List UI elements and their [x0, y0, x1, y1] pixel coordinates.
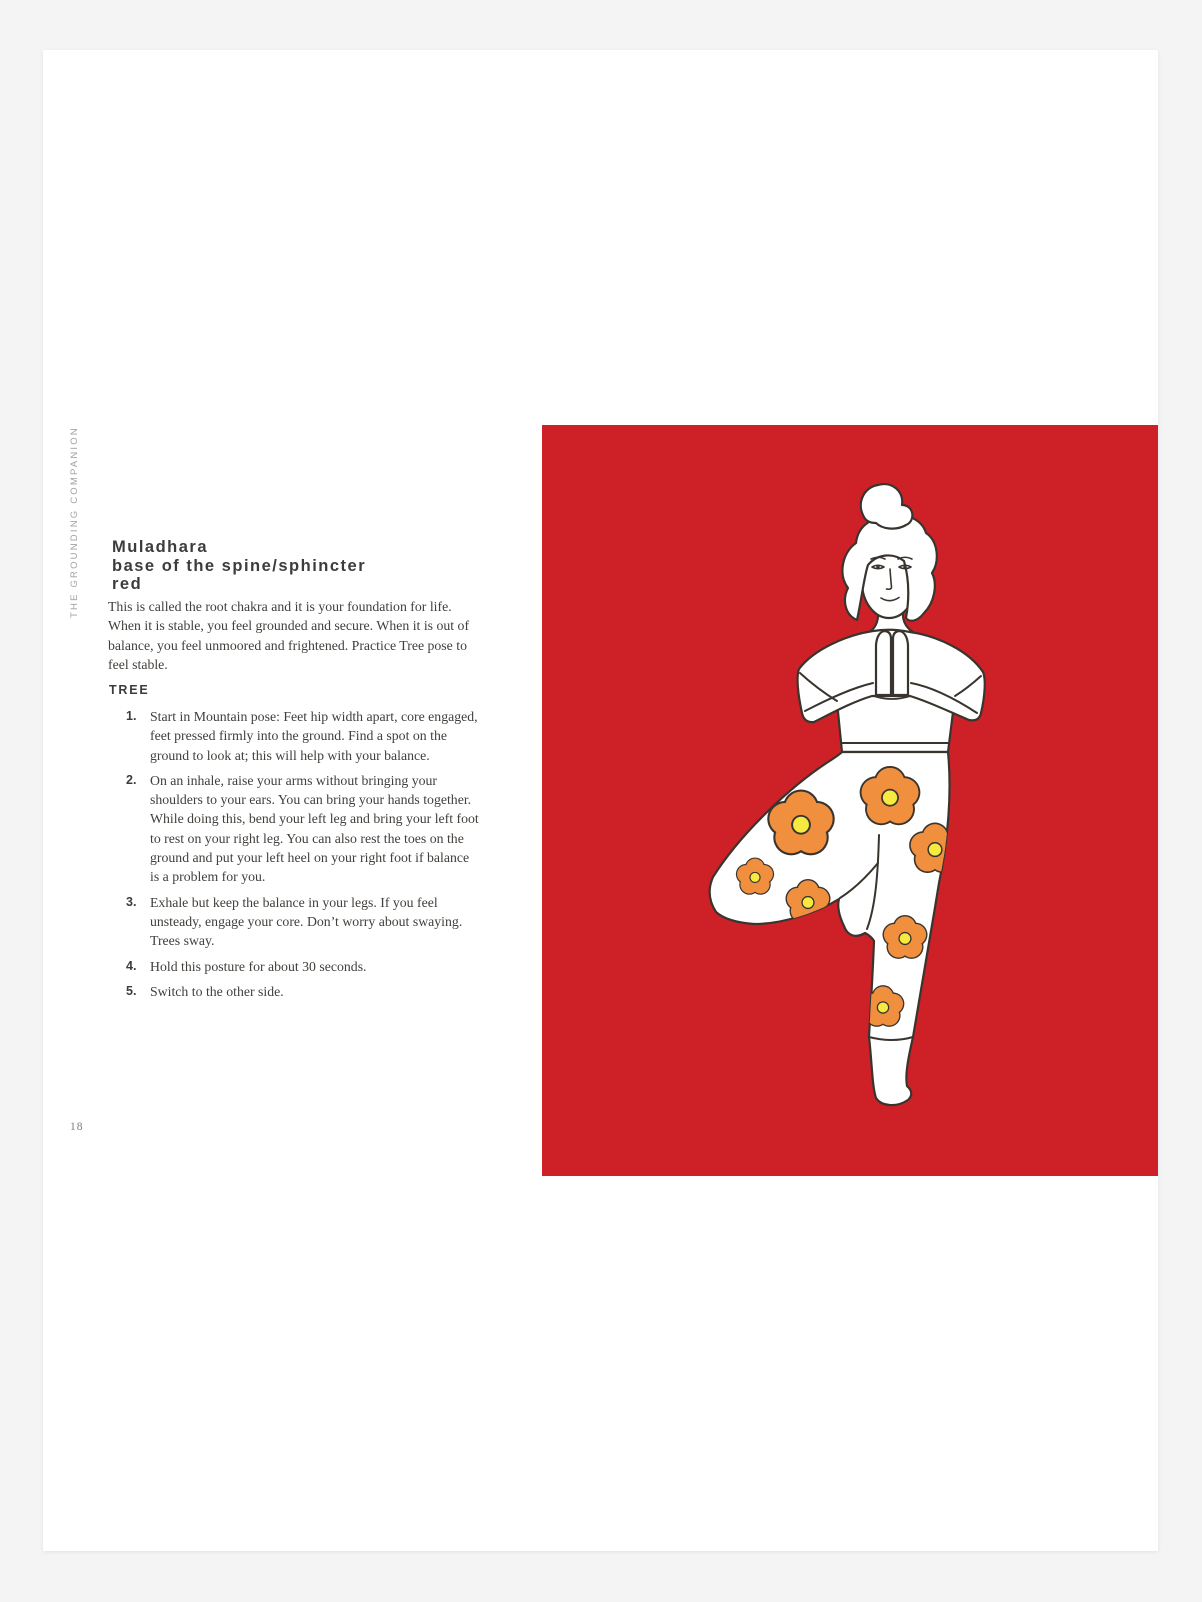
chakra-color: red [112, 575, 143, 593]
step-number: 1. [126, 709, 137, 723]
tree-pose-illustration [542, 425, 1158, 1176]
list-item [108, 707, 480, 765]
left-pupil [876, 565, 879, 568]
page-number: 18 [70, 1121, 84, 1133]
pose-heading: TREE [109, 683, 150, 697]
chakra-location: base of the spine/sphincter [112, 556, 367, 575]
list-item [108, 893, 480, 951]
step-text: Switch to the other side. [150, 983, 284, 999]
list-item [108, 771, 480, 887]
step-text: Hold this posture for about 30 seconds. [150, 958, 367, 974]
running-head-vertical: THE GROUNDING COMPANION [69, 426, 80, 618]
list-item [108, 982, 480, 1001]
chakra-intro-paragraph: This is called the root chakra and it is your foundation for life. When it is stable, you feel grounded and secure. When it is out of balance, you feel unmoored and frightened. Practice Tree pose to feel stable. [108, 599, 470, 672]
illustration-panel [542, 425, 1158, 1176]
list-item [108, 957, 480, 976]
step-number: 3. [126, 894, 137, 909]
step-text: Start in Mountain pose: Feet hip width apart, core engaged, feet pressed firmly into the ground. Find a spot on the ground to look at; this will help with your balance. [150, 709, 478, 763]
prayer-hand-right [893, 631, 908, 695]
chakra-name: Muladhara [112, 538, 209, 556]
pose-steps-list [108, 707, 480, 1007]
step-number: 2. [126, 772, 137, 787]
step-number: 5. [126, 983, 137, 998]
step-text: Exhale but keep the balance in your legs. If you feel unsteady, engage your core. Don’t worry about swaying. Trees sway. [150, 894, 463, 949]
step-text: On an inhale, raise your arms without bringing your shoulders to your ears. You can bring your hands together. While doing this, bend your left leg and bring your left foot to rest on your right leg. You can also rest the toes on the ground and put your left heel on your right foot if balance is a problem for you. [150, 772, 479, 885]
step-number: 4. [126, 958, 137, 973]
book-page [43, 50, 1158, 1551]
prayer-hand-left [876, 631, 891, 695]
right-pupil [903, 565, 906, 568]
section-title [112, 538, 366, 594]
